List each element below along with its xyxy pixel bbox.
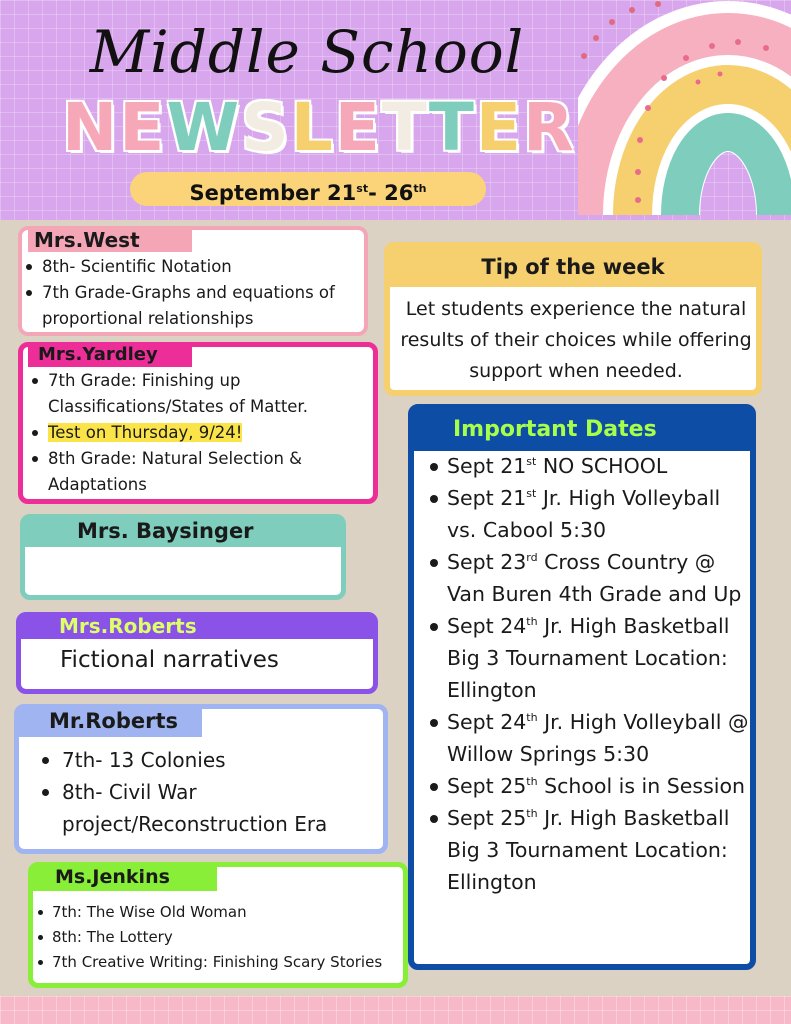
mrs-roberts-heading: Mrs.Roberts	[21, 613, 373, 639]
date-item	[426, 770, 752, 802]
list-item: 7th Creative Writing: Finishing Scary Stories	[34, 950, 406, 975]
newsletter-title-script: Middle School	[89, 18, 525, 86]
title-letter: E	[334, 89, 382, 166]
date-item	[426, 610, 752, 706]
date-range-pill	[130, 172, 486, 206]
date-text: School is in Session	[537, 774, 745, 798]
date-suffix: st	[526, 455, 537, 469]
date-suffix: th	[526, 615, 538, 629]
title-letter: T	[428, 89, 476, 166]
list-item: 8th: The Lottery	[34, 925, 406, 950]
mr-roberts-list	[38, 744, 378, 840]
date-label: Sept 21	[447, 454, 527, 478]
date-start-suffix: st	[356, 182, 369, 195]
date-text: Jr. High Volleyball @ Willow Springs 5:30	[447, 710, 749, 766]
title-letter: W	[166, 89, 242, 166]
date-label: Sept 24	[447, 614, 527, 638]
mrs-yardley-heading: Mrs.Yardley	[28, 343, 192, 367]
list-item: 7th Grade: Finishing up Classifications/States of Matter.	[28, 368, 368, 420]
date-item	[426, 706, 752, 770]
date-label: Sept 23	[447, 550, 527, 574]
tip-text: Let students experience the natural results of their choices while offering support when needed.	[400, 298, 752, 382]
date-label: Sept 21	[447, 486, 527, 510]
date-text: Jr. High Basketball Big 3 Tournament Location: Ellington	[447, 614, 730, 702]
title-letter: E	[475, 89, 524, 166]
date-label: Sept 24	[447, 710, 527, 734]
mrs-yardley-list	[28, 368, 368, 498]
list-item: 8th Grade: Natural Selection & Adaptations	[28, 446, 368, 498]
important-dates-heading: Important Dates	[409, 405, 755, 451]
date-text: NO SCHOOL	[536, 454, 668, 478]
date-suffix: th	[526, 711, 538, 725]
mrs-roberts-text: Fictional narratives	[60, 647, 279, 673]
title-letter: R	[523, 89, 576, 166]
ms-jenkins-list	[34, 900, 406, 975]
date-end-suffix: th	[413, 182, 427, 195]
date-label: Sept 25	[447, 774, 527, 798]
important-dates-list	[426, 450, 752, 898]
title-letter: T	[381, 89, 429, 166]
date-text: Cross Country @ Van Buren 4th Grade and Up	[447, 550, 742, 606]
list-item: 8th- Civil War project/Reconstruction Era	[38, 776, 378, 840]
date-suffix: st	[526, 487, 537, 501]
date-item	[426, 802, 752, 898]
list-item	[28, 420, 368, 446]
newsletter-header	[0, 0, 791, 220]
date-suffix: rd	[526, 551, 538, 565]
list-item: 7th Grade-Graphs and equations of proportional relationships	[22, 280, 362, 332]
date-item	[426, 450, 752, 482]
title-letter: E	[119, 89, 167, 166]
date-text: Jr. High Basketball Big 3 Tournament Location: Ellington	[447, 806, 730, 894]
title-letter: L	[290, 89, 335, 166]
date-separator: -	[368, 181, 385, 205]
ms-jenkins-heading: Ms.Jenkins	[33, 863, 217, 891]
tip-heading: Tip of the week	[385, 243, 761, 287]
list-item: 7th- 13 Colonies	[38, 744, 378, 776]
title-letter: N	[62, 89, 120, 166]
date-item	[426, 546, 752, 610]
date-end: 26	[384, 181, 414, 205]
title-letter: S	[241, 89, 291, 166]
mrs-baysinger-heading: Mrs. Baysinger	[25, 515, 341, 547]
mr-roberts-heading: Mr.Roberts	[19, 705, 202, 737]
date-label: Sept 25	[447, 806, 527, 830]
date-text: Jr. High Volleyball vs. Cabool 5:30	[447, 486, 721, 542]
list-item: 7th: The Wise Old Woman	[34, 900, 406, 925]
rainbow-decoration	[578, 0, 791, 220]
date-start: September 21	[189, 181, 357, 205]
mrs-west-list	[22, 254, 362, 332]
date-suffix: th	[526, 807, 538, 821]
footer-strip	[0, 996, 791, 1024]
test-highlight: Test on Thursday, 9/24!	[48, 423, 243, 442]
newsletter-title-block	[62, 88, 576, 168]
date-suffix: th	[526, 775, 538, 789]
date-item	[426, 482, 752, 546]
list-item: 8th- Scientific Notation	[22, 254, 362, 280]
mrs-west-heading: Mrs.West	[28, 228, 192, 252]
